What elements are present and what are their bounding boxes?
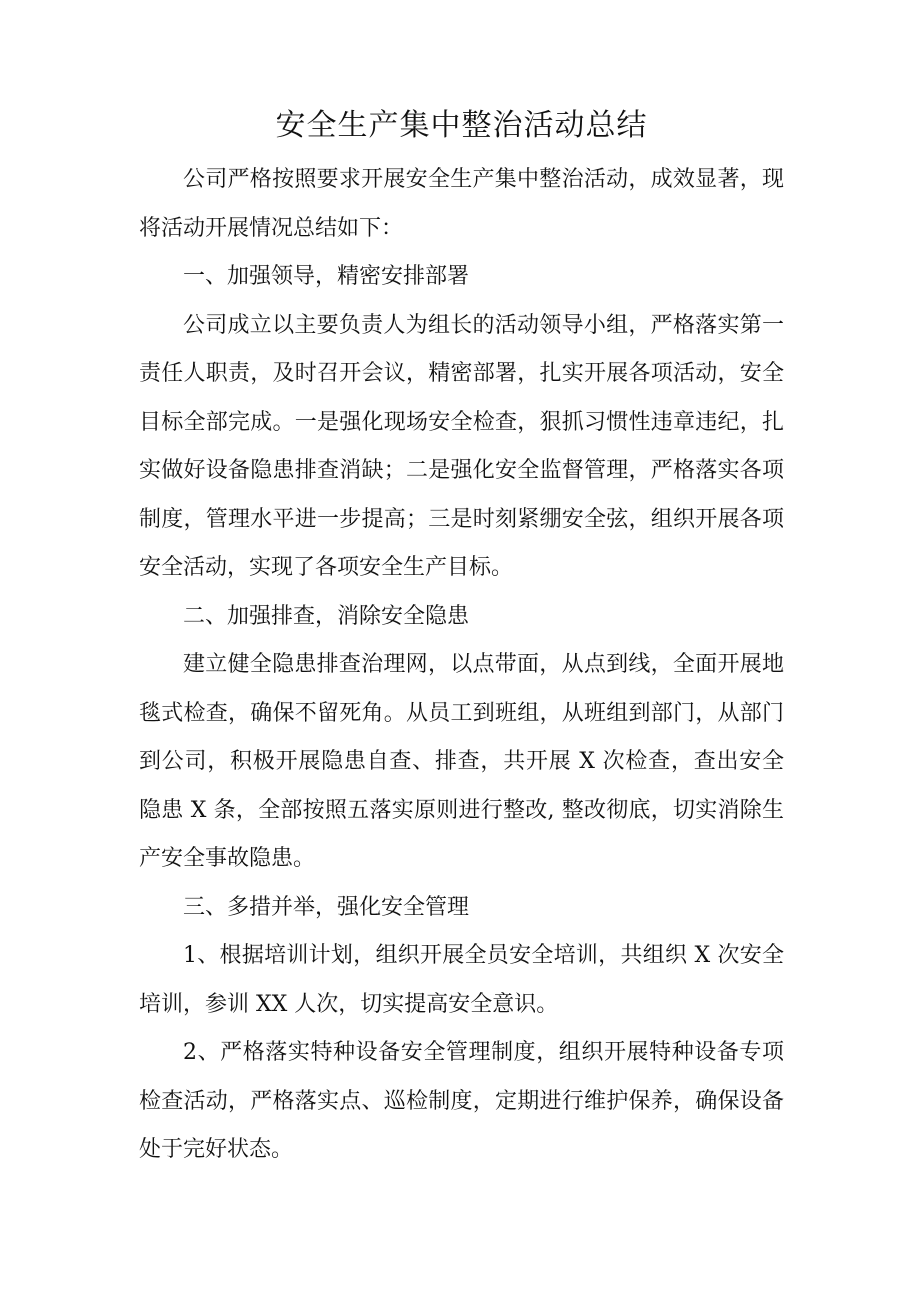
document-page [139, 104, 784, 1175]
section-heading-3: 三、多措并举，强化安全管理 [183, 894, 470, 920]
intro-paragraph: 公司严格按照要求开展安全生产集中整治活动，成效显著，现将活动开展情况总结如下： [139, 167, 784, 241]
section-1-paragraph: 公司成立以主要负责人为组长的活动领导小组，严格落实第一责任人职责，及时召开会议，精密部署，扎实开展各项活动，安全目标全部完成。一是强化现场安全检查，狠抓习惯性违章违纪，扎实做好设备隐患排查消缺；二是强化安全监督管理，严格落实各项制度，管理水平进一步提高；三是时刻紧绷安全弦，组织开展各项安全活动，实现了各项安全生产目标。 [139, 312, 784, 580]
section-3-item-1: 1、根据培训计划，组织开展全员安全培训，共组织 X 次安全培训，参训 XX 人次，切实提高安全意识。 [139, 943, 784, 1017]
section-3-item-2: 2、严格落实特种设备安全管理制度，组织开展特种设备专项检查活动，严格落实点、巡检制度，定期进行维护保养，确保设备处于完好状态。 [139, 1040, 784, 1162]
section-heading-2: 二、加强排查，消除安全隐患 [183, 603, 470, 629]
section-2-paragraph: 建立健全隐患排查治理网，以点带面，从点到线，全面开展地毯式检查，确保不留死角。从员工到班组，从班组到部门，从部门到公司，积极开展隐患自查、排查，共开展 X 次检查，查出安全隐患 X 条，全部按照五落实原则进行整改, 整改彻底，切实消除生产安全事故隐患。 [139, 652, 784, 871]
section-heading-1: 一、加强领导，精密安排部署 [183, 264, 470, 289]
document-title: 安全生产集中整治活动总结 [275, 108, 648, 143]
